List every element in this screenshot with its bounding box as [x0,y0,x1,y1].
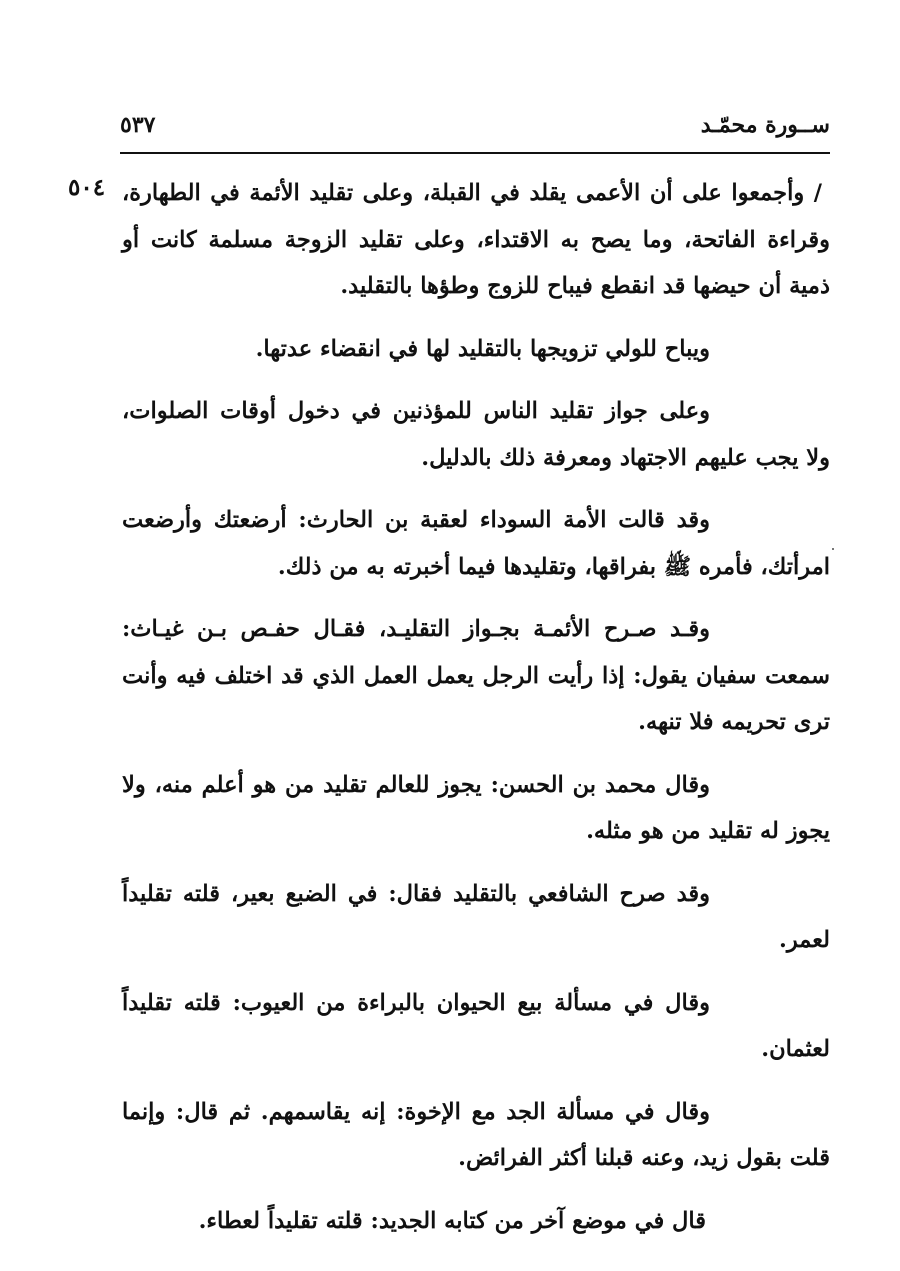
paragraph-3: وعلى جواز تقليد الناس للمؤذنين في دخول أوقات الصلوات، ولا يجب عليهم الاجتهاد ومعرفة ذلك بالدليل. [122,398,830,471]
margin-reference-number: ٥٠٤ [68,174,106,201]
header-divider [120,152,830,154]
paragraph-9: وقال في مسألة الجد مع الإخوة: إنه يقاسمهم. ثم قال: وإنما قلت بقول زيد، وعنه قبلنا أكثر الفرائض. [122,1098,830,1171]
paragraph-10: قال في موضع آخر من كتابه الجديد: قلته تقليداً لعطاء. [198,1207,706,1234]
paragraph-1: / وأجمعوا على أن الأعمى يقلد في القبلة، وعلى تقليد الأئمة في الطهارة، وقراءة الفاتحة، وما يصح به الاقتداء، وعلى تقليد الزوجة مسلمة كانت أو ذمية أن حيضها قد انقطع فيباح للزوج وطؤها بالتقليد. [122,180,830,299]
paragraph-4: وقد قالت الأمة السوداء لعقبة بن الحارث: أرضعتك وأرضعت امرأتك، فأمره ﷺ بفراقها، وتقليدها فيما أخبرته به من ذلك. [122,507,830,580]
paragraph-8: وقال في مسألة بيع الحيوان بالبراءة من العيوب: قلته تقليداً لعثمان. [122,989,830,1062]
paragraph-7: وقد صرح الشافعي بالتقليد فقال: في الضبع بعير، قلته تقليداً لعمر. [122,880,830,953]
paragraph-5: وقـد صـرح الأئمـة بجـواز التقليـد، فقـال حفـص بـن غيـاث: سمعت سفيان يقول: إذا رأيت الرجل يعمل العمل الذي قد اختلف فيه وأنت ترى تحريمه فلا تنهه. [122,616,830,735]
running-header [120,106,830,146]
paragraph-2: ويباح للولي تزويجها بالتقليد لها في انقضاء عدتها. [255,335,710,362]
surah-title: ســورة محمّـد [700,112,830,138]
paragraph-6: وقال محمد بن الحسن: يجوز للعالم تقليد من هو أعلم منه، ولا يجوز له تقليد من هو مثله. [122,771,830,844]
margin-speck [832,548,834,550]
main-text [122,170,830,1260]
page-number: ٥٣٧ [120,112,156,138]
